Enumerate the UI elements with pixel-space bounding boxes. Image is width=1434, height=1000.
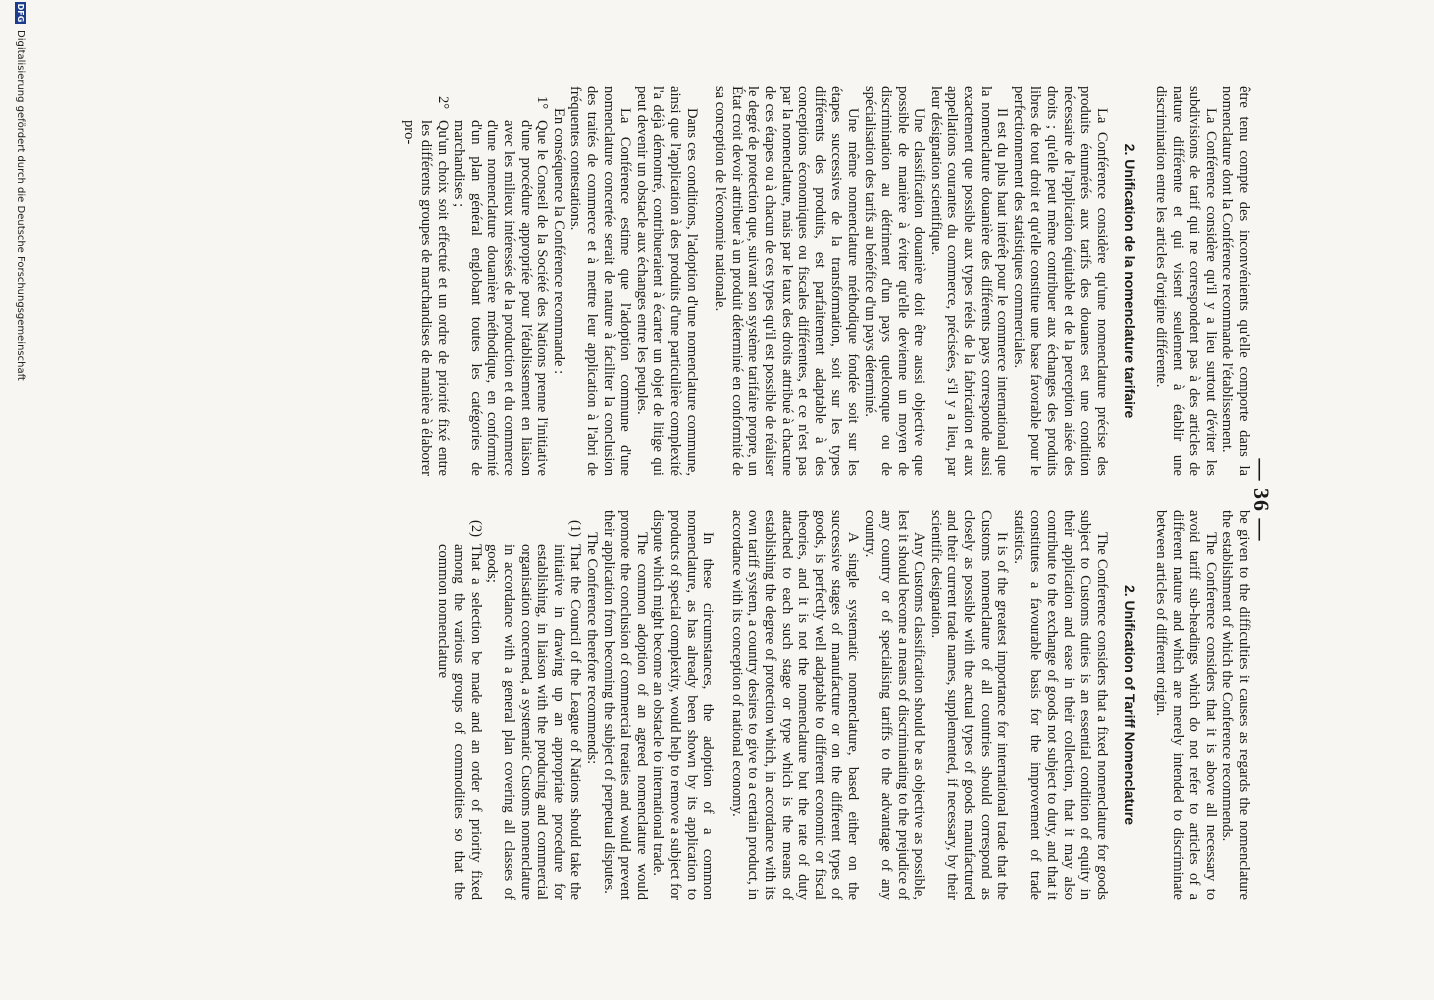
recommendation-text: Qu'un choix soit effectué et un ordre de priorité fixé entre les différents groupes de marchandises de manière à élaborer pro- <box>401 120 451 476</box>
recommendation-number: 1° <box>534 96 551 110</box>
paragraph: The Conference considers that it is above all necessary to avoid tariff sub-headings which do not refer to articles of a different nature and which are merely intended to discriminate between articles of different origin. <box>1153 510 1219 900</box>
paragraph: The Conference considers that a fixed nomenclature for goods subject to Customs duties is an essential condition of equity in their application and ease in their collection, that it may also contribute to the exchange of goods not subject to duty, and that it constitutes a favourable basis for the improvement of trade statistics. <box>1010 510 1110 900</box>
paragraph: En conséquence la Conférence recommande : <box>550 108 567 375</box>
paragraph: Any Customs classification should be as objective as possible, lest it should become a means of discriminating to the prejudice of any country or of specialising tariffs to the advantage of any country. <box>861 510 928 900</box>
paragraph: A single systematic nomenclature, based either on the successive stages of manufacture or on the different types of goods, is perfectly well adaptable to different economic or fiscal theories, and it is not the nomenclature but the rate of duty attached to each such stage or type which is the means of establishing the degree of protection which, in accordance with its own tariff system, a country desires to give to a certain product, in accordance with its conception of national economy. <box>728 510 861 900</box>
paragraph: Une même nomenclature méthodique fondée soit sur les étapes successives de la transformation, soit sur les types différents des produits, est parfaitement adaptable à des conceptions économiques ou fiscales différentes, et ce n'est pas par la nomenclature, mais par le taux des droits attribué à chacune de ces étapes ou à chacun de ces types qu'il est possible de réaliser le degré de protection que, suivant son système tarifaire propre, un État croit devoir attribuer à un produit déterminé en conformité de sa conception de l'économie nationale. <box>712 86 861 476</box>
paragraph: Une classification douanière doit être aussi objective que possible de manière à éviter qu'elle devienne un moyen de discrimination au détriment d'un pays quelconque ou de spécialisation des tarifs au bénéfice d'un pays déterminé. <box>861 86 928 476</box>
recommendation-text: That a selection be made and an order of priority fixed among the various groups of commodities so that the common nomenclature <box>434 544 484 900</box>
paragraph: be given to the difficulties it causes as regards the nomenclature the establishment of which the Conference recommends. <box>1219 510 1252 900</box>
recommendation-item <box>401 96 451 476</box>
recommendation-number: 2° <box>434 96 451 110</box>
digitization-credit: Digitalisierung gefördert durch die Deutsche Forschungsgemeinschaft <box>15 30 26 381</box>
recommendation-list <box>401 86 550 476</box>
paragraph: It is of the greatest importance for international trade that the Customs nomenclature of all countries should correspond as closely as possible with the actual types of goods manufactured and their current trade names, supplemented, if necessary, by their scientific designation. <box>927 510 1011 900</box>
dfg-logo: DFG <box>16 3 25 23</box>
paragraph: La Conférence considère qu'une nomenclature précise des produits énumérés aux tarifs des douanes est une condition nécessaire de l'application équitable et de la perception aisée des droits ; qu'elle peut même contribuer aux échanges des produits libres de tout droit et qu'elle constitue une base favorable pour le perfectionnement des statistiques commerciales. <box>1010 86 1110 476</box>
english-column <box>434 510 1252 900</box>
recommendation-item <box>484 520 584 900</box>
recommendation-item <box>434 520 484 900</box>
paragraph: In these circumstances, the adoption of a common nomenclature, as has already been shown by its application to products of special complexity, would help to remove a subject for dispute which might become an obstacle to international trade. <box>650 510 717 900</box>
recommendation-text: That the Council of the League of Nations should take the initiative in drawing up an appropriate procedure for establishing, in liaison with the producing and commercial organisation concerned, a systematic Customs nomenclature in accordance with a general plan covering all classes of goods; <box>484 544 584 900</box>
digitization-footer <box>10 0 30 1000</box>
recommendation-item <box>451 96 551 476</box>
paragraph: The Conference therefore recommends: <box>584 532 601 765</box>
section-heading: 2. Unification de la nomenclature tarifaire <box>1122 143 1139 419</box>
recommendation-number: (2) <box>467 520 484 538</box>
recommendation-text: Que le Conseil de la Société des Nations prenne l'initiative d'une procédure appropriée pour l'établissement en liaison avec les milieux intéressés de la production et du commerce d'une nomenclature douanière méthodique, en conformité d'un plan général englobant toutes les catégories de marchandises ; <box>451 120 551 476</box>
recommendation-list <box>434 510 583 900</box>
recommendation-number: (1) <box>567 520 584 538</box>
paragraph: Dans ces conditions, l'adoption d'une nomenclature commune, ainsi que l'application à des produits d'une particulière complexité l'a déjà démontré, contribueraient à écarter un objet de litige qui peut devenir un obstacle aux échanges entre les peuples. <box>633 86 700 476</box>
page-number: — 36 — <box>1249 458 1274 542</box>
paragraph: La Conférence considère qu'il y a lieu surtout d'éviter les subdivisions de tarif qui ne correspondent pas à des articles de nature différente et qui visent seulement à établir une discrimination entre les articles d'origine différente. <box>1153 86 1219 476</box>
paragraph: Il est du plus haut intérêt pour le commerce international que la nomenclature douanière des différents pays corresponde aussi exactement que possible aux types réels de la fabrication et aux appellations courantes du commerce, précisées, s'il y a lieu, par leur désignation scientifique. <box>927 86 1011 476</box>
paragraph: La Conférence estime que l'adoption commune d'une nomenclature concertée serait de nature à faciliter la conclusion des traités de commerce et à mettre leur application à l'abri de fréquentes contestations. <box>567 86 634 476</box>
paragraph: être tenu compte des inconvénients qu'elle comporte dans la nomenclature dont la Conférence recommande l'établissement. <box>1219 86 1252 476</box>
french-column <box>401 86 1252 476</box>
section-heading: 2. Unification of Tariff Nomenclature <box>1122 584 1139 826</box>
paragraph: The common adoption of an agreed nomenclature would promote the conclusion of commercial treaties and would prevent their application from becoming the subject of perpetual disputes. <box>600 510 650 900</box>
